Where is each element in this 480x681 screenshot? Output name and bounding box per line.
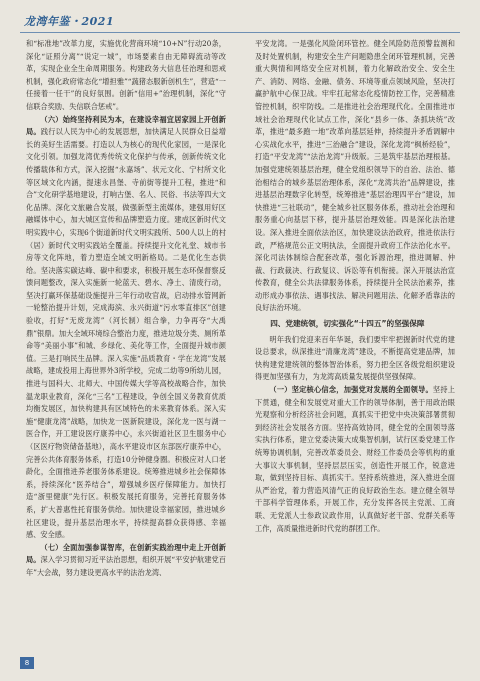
right-column: [255, 38, 455, 535]
page-number: 8: [20, 657, 34, 669]
paragraph-body: 深入学习贯彻习近平法治思想，组织开展“平安护航建党百年”大会战，努力建设更高水平的法治龙湾、: [26, 555, 226, 577]
paragraph: 平安龙湾。一是强化风险闭环管控。健全风险防范预警监测和及时处置机制，构建安全生产问题隐患全闭环管理机制，完善重大舆情和网络安全应对机制，着力化解政治安全、安全生产、消防、网络、金融、债务、环境等重点领域风险，坚决打赢护航中心保卫战。牢牢扛起常态化疫情防控工作，完善精准管控机制，织牢防线。二是推进社会治理现代化。全面推进市域社会治理现代化试点工作，深化“县乡一体、条抓块统”改革，推进“最多跑一地”改革向基层延伸，持续提升矛盾调解中心实战化水平，推进“三治融合”建设，深化龙湾“枫桥经验”，打造“平安龙湾”“法治龙湾”升级版。三是筑牢基层治理根基。加强党建统领基层治理，健全党组织领导下的自治、法治、德治相结合的城乡基层治理体系，深化“龙湾共治”品牌建设，推进基层治理数字化转型，统筹推进“基层治理四平台”建设，加快推进“三社联动”，健全城乡社区服务体系，推动社会治理和服务重心向基层下移，提升基层治理效能。四是深化法治建设。深入推进全面依法治区，加快建设法治政府，推进依法行政，严格规范公正文明执法，全面提升政府工作法治化水平。深化司法体制综合配套改革，强化诉源治理，推进调解、仲裁、行政裁决、行政复议、诉讼等有机衔接。深入开展法治宣传教育，健全公共法律服务体系，持续提升全民法治素养，推动形成办事依法、遇事找法、解决问题用法、化解矛盾靠法的良好法治环境。: [255, 39, 455, 313]
running-header: [20, 10, 460, 33]
paragraph-body: 坚持上下贯通，健全和发展党对重大工作的领导体制，善于用政治眼光观察和分析经济社会问题，真抓实干把党中央决策部署贯彻到经济社会发展各方面。坚持高效协同，健全党的全面领导落实执行体系，建立党委决策大成集智机制，试行区委党建工作统筹协调机制，完善改革委员会、财经工作委员会等机构的重大事议大事机制，坚持层层压实，创造性开展工作，锐意进取，做到坚持目标、真抓实干。坚持系统推进，深入推进全面从严治党，着力营造风清气正的良好政治生态。建立健全领导干部科学管理体系，开展工作，充分发挥各民主党派、工商联、无党派人士参政议政作用，认真做好老干部、党群关系等工作，高质量推进新时代党的群团工作。: [255, 385, 455, 533]
paragraph: [26, 114, 226, 542]
paragraph: 和“标准地”改革力度，实施优化营商环境“10+N”行动20条，深化“证照分离”“说定一城”，市场要素自由无障碍流动等改革，实现企业全生命周期服务。构建政务大信息任治理和思戒机制，强化政府常态化“增担雅”“蔬猪态服新创机生”，营造“一任接着一任干”的良好氛围。创新“信用+”治理机制，深化“守信联合奖励、失信联合惩戒”。: [26, 39, 226, 111]
subsection-heading: （六）始终坚持利民为本，在建设幸福宜居家园上开创新局。: [26, 114, 226, 137]
subsection-heading: （七）全面加强参谋智库，在创新实践治理中走上开创新局。: [26, 542, 226, 565]
left-column: [26, 38, 226, 580]
yearbook-title: 龙湾年鉴・2021: [24, 15, 115, 28]
paragraph: [26, 542, 226, 580]
paragraph: [255, 384, 455, 535]
paragraph: 明年我们党迎来百年华诞，我们要牢牢把握新时代党的建设总要求，纵深推进“清廉龙湾”建设，不断提高党建品牌，加快构建党建统领的整体智治体系，努力把全区各级党组织建设得更加坚强有力，为龙湾高质量发展提供坚强保障。: [255, 334, 455, 382]
paragraph-body: 践行以人民为中心的发展思想，加快满足人民群众日益增长的美好生活需要。打造以人为核心的现代化家园，一是深化文化引领。加强龙湾优秀传统文化保护与传承，创新传统文化传播载体和方式，深入挖掘“永嘉场”、状元文化、宁村所文化等区域文化内涵，提速永昌堡、寺前街等提升工程，推进“和合”文化研学基地建设，打响古堡、名人、民俗、书法等四大文化品牌。深化文旅融合发展，做强新型主流媒体，建强用好区融媒体中心，加大城区宣传和品牌塑造力度。建成区新时代文明实践中心，实现6个街道新时代文明实践所、500人以上的村（居）新时代文明实践站全覆盖。持续提升文化礼堂、城市书房等文化阵地，着力塑造全域文明新格局。二是优化生态供给。坚决落实碳达峰、碳中和要求，积极开展生态环保督察反馈问题整改，深入实施新一轮蓝天、碧水、净土、清废行动，坚决打赢环保基础设施提升三年行动收官战，启动排水管网新一轮整治提升计划，完成海滨、永兴街道“污水零直排区”创建验收，打好“无废龙湾”（河长制）组合拳，力争再夺“大禹鼎”银鼎。加大全域环境综合整治力度，推进垃圾分类、厕所革命等“美丽小事”和城、乡绿化、美化等工作，全面提升城市颜值。三是打响民生品牌。深入实施“品质教育・学在龙湾”发展战略，建成投用上海世界外3所学校，完成二幼等9所幼儿园，推进与国科大、北师大、中国传媒大学等高校战略合作，加快温龙职业教育，深化“三名”工程建设，争创全国义务教育优质均衡发展区，加快构建具有区域特色的未来教育体系。深入实施“健康龙湾”战略，加快龙一医新院建设，深化龙一医与湖一医合作，开工建设医疗康养中心，永兴街道社区卫生服务中心（区医疗物资储备基地），高水平建设市区东部医疗康养中心，完善公共体育服务体系，打造10分钟健身圈。积极应对人口老龄化，全面推进养老服务体系建设。统筹推进城乡社会保障体系，持续深化“医养结合”，增强城乡医疗保障能力。加快打造“浙里健康”先行区。积极发展托育服务，完善托育服务体系，扩大普惠性托育服务供给。加快建设幸福家园，推进城乡社区建设，提升基层治理水平，持续提高群众获得感、幸福感、安全感。: [26, 127, 226, 540]
section-heading: 四、党建统领，切实强化“十四五”的坚强保障: [270, 319, 425, 329]
subsection-heading: （一）坚定核心信念，加强党对发展的全面领导。: [269, 385, 433, 395]
